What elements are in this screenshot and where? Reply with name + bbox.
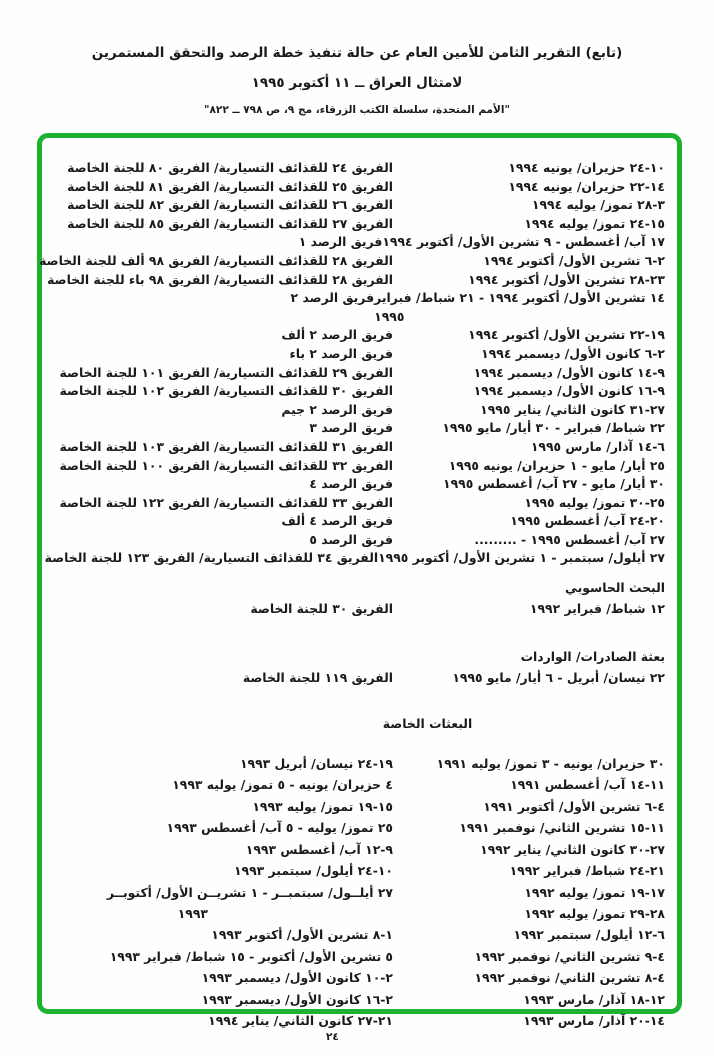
inspection-team: فريق الرصد ٢ — [290, 290, 375, 306]
inspection-date-line1: ٢٧ آب/ أغسطس ١٩٩٥ - ......... — [474, 531, 665, 547]
inspection-date-line1: ٩-١٦ كانون الأول/ ديسمبر ١٩٩٤ — [473, 383, 665, 399]
computer-search-team: الفريق ٣٠ للجنة الخاصة — [250, 601, 393, 617]
report-subtitle-date: لامتثال العراق ــ ١١ أكتوبر ١٩٩٥ — [251, 74, 463, 91]
inspection-row — [44, 549, 665, 568]
special-mission-date-right: ٤-٨ تشرين الثاني/ نوفمبر ١٩٩٢ — [474, 970, 665, 986]
inspection-date — [393, 494, 665, 513]
special-mission-date-left: ٢-١٦ كانون الأول/ ديسمبر ١٩٩٣ — [201, 991, 393, 1007]
special-mission-date-left: ٢-١٠ كانون الأول/ ديسمبر ١٩٩٣ — [201, 970, 393, 986]
inspection-team: الفريق ٢٧ للقذائف التسيارية/ الفريق ٨٥ للجنة الخاصة — [67, 215, 393, 231]
inspection-row — [54, 438, 665, 457]
inspection-team: الفريق ٣٤ للقذائف التسيارية/ الفريق ١٢٣ للجنة الخاصة — [44, 550, 379, 566]
inspection-date-line1: ٢-٦ تشرين الأول/ أكتوبر ١٩٩٤ — [483, 252, 665, 268]
inspection-missions-table — [39, 159, 665, 568]
inspection-team: فريق الرصد ٣ — [309, 420, 393, 436]
report-header — [0, 46, 714, 116]
export-import-date: ٢٢ نيسان/ أبريل - ٦ أيار/ مايو ١٩٩٥ — [452, 670, 665, 686]
inspection-date-line1: ٣٠ أيار/ مايو - ٢٧ آب/ أغسطس ١٩٩٥ — [443, 476, 665, 492]
inspection-date — [393, 475, 665, 494]
special-mission-date-left: ٢٧ أيلــول/ سبتمبــر - ١ تشريــن الأول/ أكتوبــر — [106, 884, 393, 900]
inspection-team: الفريق ٢٦ للقذائف التسيارية/ الفريق ٨٢ للجنة الخاصة — [67, 197, 393, 213]
special-mission-row — [54, 967, 665, 988]
inspection-date — [393, 364, 665, 383]
special-mission-date-right: ٦-١٢ أيلول/ سبتمبر ١٩٩٢ — [513, 927, 665, 943]
special-mission-date-right: ٤-٦ تشرين الأول/ أكتوبر ١٩٩١ — [483, 798, 665, 814]
inspection-team: فريق الرصد ١ — [298, 234, 383, 250]
inspection-date — [393, 345, 665, 364]
content-border-box — [37, 133, 682, 1028]
inspection-date — [374, 289, 665, 326]
inspection-date — [393, 457, 665, 476]
special-mission-row — [54, 882, 665, 903]
inspection-team: فريق الرصد ٢ ألف — [281, 327, 393, 343]
inspection-date-line1: ٢٣-٢٨ تشرين الأول/ أكتوبر ١٩٩٤ — [468, 271, 665, 287]
special-mission-row — [54, 817, 665, 838]
inspection-team: فريق الرصد ٢ باء — [289, 345, 393, 361]
inspection-date — [378, 549, 665, 568]
inspection-date-line1: ١٤ تشرين الأول/ أكتوبر ١٩٩٤ - ٢١ شباط/ فبراير — [374, 290, 665, 306]
computer-search-row — [54, 598, 665, 619]
inspection-date-line1: ١٠-٢٤ حزيران/ يونيه ١٩٩٤ — [508, 160, 665, 175]
inspection-team: الفريق ٣٢ للقذائف التسيارية/ الفريق ١٠٠ للجنة الخاصة — [59, 457, 393, 473]
inspection-row — [54, 401, 665, 420]
special-mission-date-left: ١٥-١٩ تموز/ يوليه ١٩٩٣ — [252, 798, 393, 814]
export-import-team: الفريق ١١٩ للجنة الخاصة — [242, 670, 393, 686]
inspection-date-line1: ٢٥-٣٠ تموز/ يوليه ١٩٩٥ — [524, 494, 665, 510]
special-mission-date-right: ١٤-٢٠ آذار/ مارس ١٩٩٣ — [523, 1012, 665, 1028]
inspection-date-line1: ٢٥ أيار/ مايو - ١ حزيران/ يونيه ١٩٩٥ — [448, 457, 665, 473]
inspection-date — [393, 419, 665, 438]
special-mission-row — [54, 774, 665, 795]
computer-search-date: ١٢ شباط/ فبراير ١٩٩٢ — [529, 601, 665, 617]
special-mission-row — [54, 860, 665, 881]
inspection-date-line1: ٣-٢٨ تموز/ يوليه ١٩٩٤ — [531, 197, 665, 213]
special-mission-date-left: ١٩٩٣ — [177, 905, 208, 921]
inspection-team: الفريق ٢٩ للقذائف التسيارية/ الفريق ١٠١ للجنة الخاصة — [59, 364, 393, 380]
inspection-team: فريق الرصد ٤ — [309, 476, 393, 492]
special-mission-date-right: ٣٠ حزيران/ يونيه - ٣ تموز/ يوليه ١٩٩١ — [436, 756, 665, 772]
inspection-date-line1: ٢٧-٣١ كانون الثاني/ يناير ١٩٩٥ — [480, 401, 665, 417]
inspection-row — [54, 215, 665, 234]
inspection-row — [54, 233, 665, 252]
inspection-date-line1: ١٥-٢٤ تموز/ يوليه ١٩٩٤ — [524, 215, 665, 231]
special-mission-row — [54, 796, 665, 817]
special-mission-date-right: ٤-٩ تشرين الثاني/ نوفمبر ١٩٩٢ — [474, 948, 665, 964]
special-mission-date-left: ٤ حزيران/ يونيه - ٥ تموز/ يوليه ١٩٩٣ — [172, 777, 393, 793]
inspection-date — [393, 401, 665, 420]
computer-search-section — [54, 577, 665, 619]
special-mission-date-right: ٢٧-٣٠ كانون الثاني/ يناير ١٩٩٢ — [480, 841, 665, 857]
special-mission-date-left: ٢١-٢٧ كانون الثاني/ يناير ١٩٩٤ — [208, 1012, 393, 1028]
inspection-row — [54, 178, 665, 197]
special-mission-row — [54, 1010, 665, 1031]
source-citation: "الأمم المتحدة، سلسلة الكتب الزرقاء، مج ٩، ص ٧٩٨ ــ ٨٢٢" — [204, 103, 510, 116]
inspection-team: الفريق ٢٨ للقذائف التسيارية/ الفريق ٩٨ ألف للجنة الخاصة — [39, 252, 393, 268]
inspection-team: فريق الرصد ٥ — [309, 531, 393, 547]
export-import-heading: بعثة الصادرات/ الواردات — [520, 649, 665, 665]
inspection-date-line1: ٢٢ شباط/ فبراير - ٣٠ أيار/ مايو ١٩٩٥ — [442, 420, 665, 436]
inspection-date-line1: ١٩-٢٢ تشرين الأول/ أكتوبر ١٩٩٤ — [468, 327, 665, 343]
special-mission-date-right: ١١-١٤ آب/ أغسطس ١٩٩١ — [510, 777, 665, 793]
inspection-date — [393, 159, 665, 178]
inspection-date — [393, 215, 665, 234]
special-mission-date-right: ١٢-١٨ آذار/ مارس ١٩٩٣ — [523, 991, 665, 1007]
inspection-date — [393, 271, 665, 290]
inspection-date-line1: ٢٧ أيلول/ سبتمبر - ١ تشرين الأول/ أكتوبر ١٩٩٥ — [378, 550, 665, 566]
inspection-date — [393, 382, 665, 401]
inspection-date-line1: ٦-١٤ آذار/ مارس ١٩٩٥ — [530, 438, 665, 454]
inspection-team: الفريق ٣٠ للقذائف التسيارية/ الفريق ١٠٢ للجنة الخاصة — [59, 383, 393, 399]
inspection-row — [54, 159, 665, 178]
computer-search-heading: البحث الحاسوبي — [565, 580, 665, 596]
inspection-row — [54, 494, 665, 513]
inspection-date — [393, 512, 665, 531]
special-missions-table — [54, 753, 665, 1031]
export-import-section — [54, 646, 665, 688]
special-mission-date-right: ٢٨-٢٩ تموز/ يوليه ١٩٩٢ — [524, 905, 665, 921]
inspection-team: الفريق ٢٥ للقذائف التسيارية/ الفريق ٨١ للجنة الخاصة — [67, 178, 393, 194]
inspection-date — [393, 252, 665, 271]
special-mission-date-left: ٢٥ تموز/ يوليه - ٥ آب/ أغسطس ١٩٩٣ — [166, 820, 393, 836]
export-import-row — [54, 667, 665, 688]
special-mission-row — [54, 753, 665, 774]
special-mission-date-left: ١-٨ تشرين الأول/ أكتوبر ١٩٩٣ — [211, 927, 393, 943]
inspection-row — [54, 326, 665, 345]
inspection-team: فريق الرصد ٢ جيم — [281, 401, 393, 417]
special-mission-date-right: ١١-١٥ تشرين الثاني/ نوفمبر ١٩٩١ — [459, 820, 665, 836]
inspection-date-line1: ١٤-٢٢ حزيران/ يونيه ١٩٩٤ — [508, 178, 665, 194]
inspection-team: الفريق ٢٤ للقذائف التسيارية/ الفريق ٨٠ للجنة الخاصة — [67, 160, 393, 175]
special-mission-row — [54, 946, 665, 967]
inspection-date — [393, 326, 665, 345]
report-title: (تابع) التقرير الثامن للأمين العام عن حالة تنفيذ خطة الرصد والتحقق المستمرين — [91, 45, 623, 61]
inspection-row — [54, 457, 665, 476]
inspection-row — [54, 512, 665, 531]
special-mission-date-right: ٢١-٢٤ شباط/ فبراير ١٩٩٢ — [509, 863, 665, 879]
inspection-date — [393, 438, 665, 457]
special-mission-date-left: ١٠-٢٤ أيلول/ سبتمبر ١٩٩٣ — [233, 863, 393, 879]
inspection-date — [393, 531, 665, 550]
special-missions-heading: البعثات الخاصة — [382, 716, 473, 732]
inspection-date — [393, 196, 665, 215]
inspection-team: الفريق ٣١ للقذائف التسيارية/ الفريق ١٠٣ للجنة الخاصة — [59, 438, 393, 454]
inspection-row — [54, 419, 665, 438]
special-mission-row — [54, 989, 665, 1010]
inspection-date-line1: ٢٠-٢٤ آب/ أغسطس ١٩٩٥ — [510, 513, 665, 529]
inspection-team: الفريق ٣٣ للقذائف التسيارية/ الفريق ١٢٢ للجنة الخاصة — [59, 494, 393, 510]
inspection-date — [393, 178, 665, 197]
inspection-date-line1: ٩-١٤ كانون الأول/ ديسمبر ١٩٩٤ — [473, 364, 665, 380]
special-mission-row — [54, 924, 665, 945]
inspection-date-line1: ٢-٦ كانون الأول/ ديسمبر ١٩٩٤ — [481, 345, 665, 361]
special-mission-date-left: ١٩-٢٤ نيسان/ أبريل ١٩٩٣ — [239, 756, 393, 772]
special-mission-row — [54, 903, 665, 924]
inspection-row — [54, 531, 665, 550]
inspection-date-line1: ١٧ آب/ أغسطس - ٩ تشرين الأول/ أكتوبر ١٩٩٤ — [382, 234, 665, 250]
inspection-row — [54, 196, 665, 215]
special-mission-date-left: ٥ تشرين الأول/ أكتوبر - ١٥ شباط/ فبراير ١٩٩٣ — [109, 948, 393, 964]
inspection-row — [54, 364, 665, 383]
inspection-row — [54, 289, 665, 326]
inspection-row — [54, 345, 665, 364]
page-number: ٢٤ — [326, 1031, 339, 1043]
special-mission-date-right: ١٧-١٩ تموز/ يوليه ١٩٩٢ — [524, 884, 665, 900]
special-mission-row — [54, 839, 665, 860]
inspection-row — [54, 382, 665, 401]
inspection-date-line2: ١٩٩٥ — [374, 308, 405, 324]
inspection-team: الفريق ٢٨ للقذائف التسيارية/ الفريق ٩٨ باء للجنة الخاصة — [47, 271, 393, 287]
inspection-row — [54, 475, 665, 494]
special-mission-date-left: ٩-١٢ آب/ أغسطس ١٩٩٣ — [245, 841, 393, 857]
inspection-row — [47, 271, 665, 290]
inspection-date — [382, 233, 665, 252]
inspection-row — [39, 252, 665, 271]
inspection-team: فريق الرصد ٤ ألف — [281, 513, 393, 529]
